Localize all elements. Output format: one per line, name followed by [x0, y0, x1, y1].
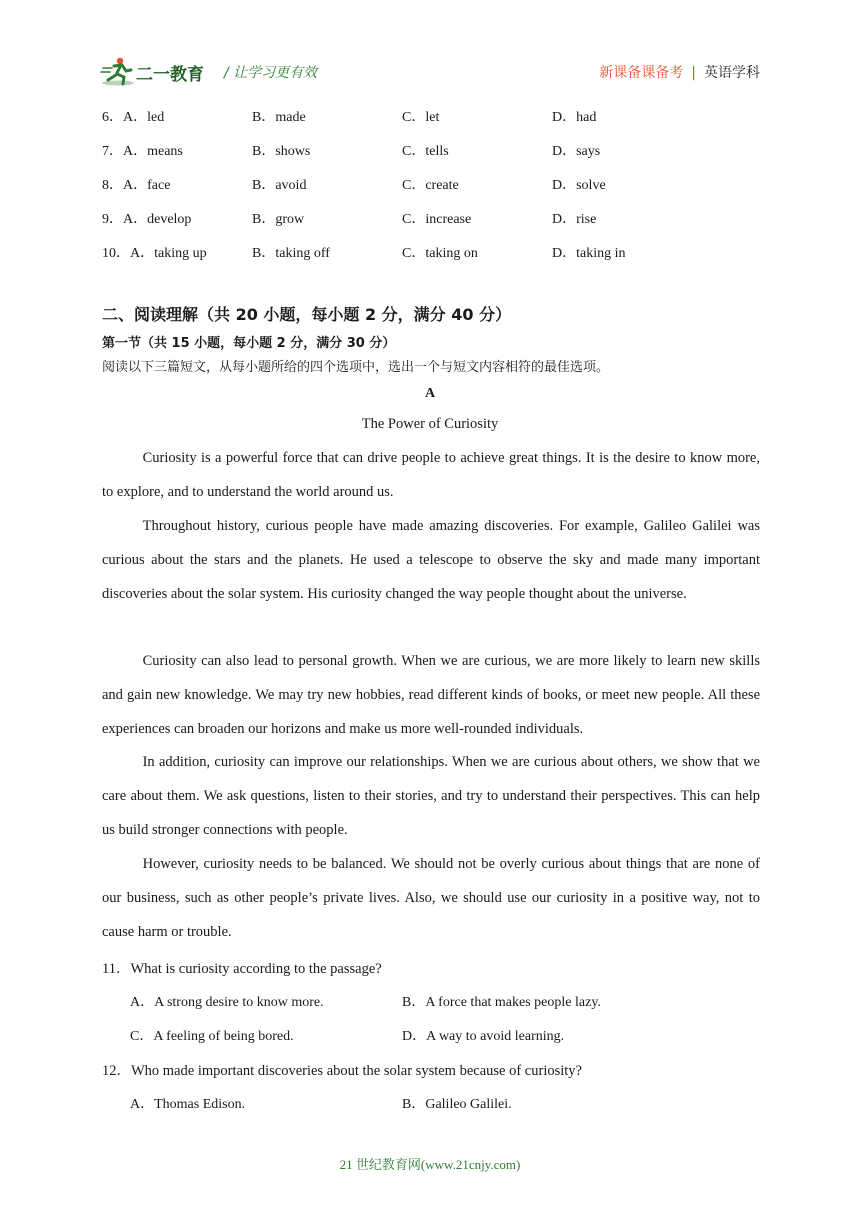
- section-title: 二、阅读理解（共 20 小题，每小题 2 分，满分 40 分）: [102, 305, 512, 324]
- header-subject: 英语学科: [704, 65, 760, 81]
- option-b: B．made: [252, 110, 306, 125]
- question-option: A．A strong desire to know more.: [130, 995, 324, 1010]
- option-a: 9．A．develop: [102, 212, 192, 227]
- option-a: 6．A．led: [102, 110, 165, 125]
- section-subtitle: 第一节（共 15 小题，每小题 2 分，满分 30 分）: [102, 336, 396, 351]
- option-a: 8．A．face: [102, 178, 171, 193]
- option-d: D．rise: [552, 212, 597, 227]
- option-c: C．tells: [402, 144, 449, 159]
- option-d: D．had: [552, 110, 597, 125]
- option-b: B．taking off: [252, 246, 330, 261]
- cloze-option-row: [102, 208, 762, 228]
- question-option: A．Thomas Edison.: [130, 1097, 246, 1112]
- header-tag: 新课备课备考: [599, 65, 684, 81]
- option-c: C．taking on: [402, 246, 478, 261]
- cloze-option-row: [102, 242, 762, 262]
- question-option: B．Galileo Galilei.: [402, 1097, 512, 1112]
- question-option: D．A way to avoid learning.: [402, 1029, 565, 1044]
- option-a: 10．A．taking up: [102, 246, 207, 261]
- cloze-option-row: [102, 106, 762, 126]
- passage-title: The Power of Curiosity: [361, 416, 499, 432]
- option-c: C．let: [402, 110, 440, 125]
- option-b: B．shows: [252, 144, 311, 159]
- section-instruction: 阅读以下三篇短文，从每小题所给的四个选项中，选出一个与短文内容相符的最佳选项。: [102, 360, 610, 375]
- brand-logo: [100, 56, 212, 88]
- passage-paragraph: Curiosity is a powerful force that can drive people to achieve great things. It is the desire to know more, to explore, and to understand the world around us.: [102, 450, 760, 500]
- header-right: [599, 62, 760, 82]
- option-a: 7．A．means: [102, 144, 183, 159]
- option-c: C．increase: [402, 212, 472, 227]
- passage-paragraph: Throughout history, curious people have made amazing discoveries. For example, Galileo Galilei was curious about the stars and the planets. He used a telescope to observe the sky and made many important discoveries about the solar system. His curiosity changed the way people thought about the universe.: [102, 518, 760, 602]
- question-option: C．A feeling of being bored.: [130, 1029, 294, 1044]
- option-c: C．create: [402, 178, 459, 193]
- question-stem: 12．Who made important discoveries about the solar system because of curiosity?: [102, 1063, 582, 1079]
- svg-text:二一教育: 二一教育: [136, 65, 204, 85]
- runner-logo-icon: [100, 56, 212, 88]
- passage-label: A: [424, 386, 436, 401]
- header-slogan: / 让学习更有效: [224, 65, 318, 81]
- page-footer: 21 世纪教育网(www.21cnjy.com): [339, 1157, 521, 1172]
- option-b: B．avoid: [252, 178, 307, 193]
- passage-paragraph: However, curiosity needs to be balanced. We should not be overly curious about things that are none of our business, such as other people’s private lives. Also, we should use our curiosity in a positive way, not to cause harm or trouble.: [102, 856, 760, 940]
- option-d: D．taking in: [552, 246, 626, 261]
- option-d: D．solve: [552, 178, 606, 193]
- option-b: B．grow: [252, 212, 305, 227]
- option-d: D．says: [552, 144, 601, 159]
- header-separator: |: [691, 65, 696, 81]
- cloze-option-row: [102, 174, 762, 194]
- passage-paragraph: In addition, curiosity can improve our relationships. When we are curious about others, we show that we care about them. We ask questions, listen to their stories, and try to understand their perspectives. This can help us build stronger connections with people.: [102, 754, 760, 838]
- page-header: [100, 52, 760, 92]
- question-option: B．A force that makes people lazy.: [402, 995, 601, 1010]
- cloze-option-row: [102, 140, 762, 160]
- question-stem: 11．What is curiosity according to the passage?: [102, 961, 382, 977]
- passage-paragraph: Curiosity can also lead to personal growth. When we are curious, we are more likely to learn new skills and gain new knowledge. We may try new hobbies, read different kinds of books, or meet new people. All these experiences can broaden our horizons and make us more well-rounded individuals.: [102, 653, 760, 737]
